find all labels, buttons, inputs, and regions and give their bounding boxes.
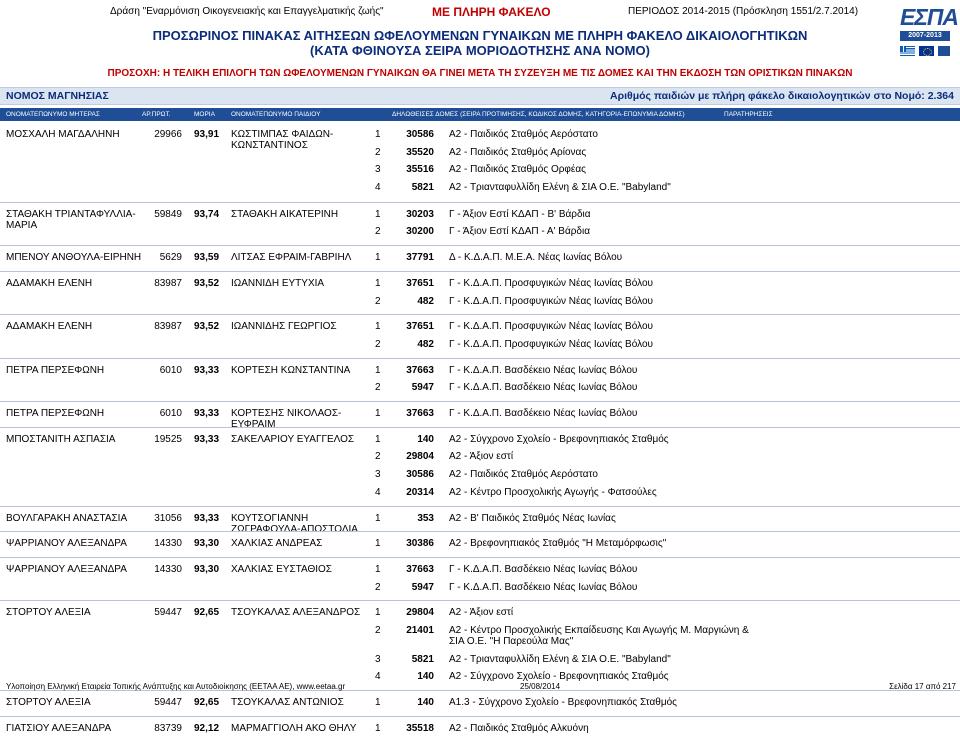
structure-code: 37791 <box>406 252 434 264</box>
structure-code: 35516 <box>406 164 434 176</box>
structure-code: 37663 <box>406 364 434 376</box>
preference-entry <box>0 408 960 425</box>
preference-entry <box>0 321 960 338</box>
preference-rank: 4 <box>375 486 381 498</box>
preference-entry <box>0 278 960 295</box>
preference-entry <box>0 697 960 714</box>
child-name: ΧΑΛΚΙΑΣ ΑΝΔΡΕΑΣ <box>231 538 323 550</box>
structure-code: 353 <box>417 512 434 524</box>
structure-code: 5821 <box>411 182 434 194</box>
preference-rank: 2 <box>375 226 381 238</box>
page-subtitle: (ΚΑΤΑ ΦΘΙΝΟΥΣΑ ΣΕΙΡΑ ΜΟΡΙΟΔΟΤΗΣΗΣ ΑΝΑ ΝΟΜΟ) <box>310 43 650 58</box>
structure-code: 30200 <box>406 226 434 238</box>
preference-rank: 1 <box>375 364 381 376</box>
table-row <box>0 245 960 271</box>
structure-name: Γ - Κ.Δ.Α.Π. Προσφυγικών Νέας Ιωνίας Βόλου <box>449 295 653 307</box>
mother-name: ΣΤΑΘΑΚΗ ΤΡΙΑΝΤΑΦΥΛΛΙΑ-ΜΑΡΙΑ <box>6 208 136 231</box>
mother-name: ΓΙΑΤΣΙΟΥ ΑΛΕΞΑΝΔΡΑ <box>6 722 112 734</box>
preference-rank: 1 <box>375 433 381 445</box>
table-row <box>0 716 960 734</box>
protocol-number: 59447 <box>154 697 182 709</box>
structure-name: Α2 - Άξιον εστί <box>449 451 514 463</box>
preference-rank: 4 <box>375 671 381 683</box>
structure-name: Γ - Άξιον Εστί ΚΔΑΠ - Α' Βάρδια <box>449 226 590 238</box>
preference-rank: 1 <box>375 538 381 550</box>
table-row <box>0 506 960 535</box>
mother-name: ΒΟΥΛΓΑΡΑΚΗ ΑΝΑΣΤΑΣΙΑ <box>6 512 128 524</box>
preference-entry <box>0 209 960 226</box>
structure-code: 5947 <box>411 382 434 394</box>
structure-name: Α2 - Παιδικός Σταθμός Αερόστατο <box>449 129 598 140</box>
structure-name: Α2 - Παιδικός Σταθμός Αρίονας <box>449 146 587 158</box>
score-value: 93,30 <box>194 564 220 575</box>
structure-name: Α2 - Τριανταφυλλίδη Ελένη & ΣΙΑ Ο.Ε. "Babyland" <box>449 182 671 194</box>
preference-rank: 3 <box>375 653 381 665</box>
preference-entry <box>0 129 960 146</box>
protocol-number: 59849 <box>154 208 182 220</box>
protocol-number: 83987 <box>154 277 182 289</box>
structure-code: 35518 <box>406 722 434 734</box>
preference-rank: 1 <box>375 607 381 619</box>
score-value: 93,91 <box>194 129 220 140</box>
preference-entry <box>0 252 960 269</box>
region-name: ΝΟΜΟΣ ΜΑΓΝΗΣΙΑΣ <box>6 90 109 102</box>
table-row <box>0 358 960 401</box>
score-value: 93,33 <box>194 433 220 445</box>
score-value: 92,12 <box>194 722 220 734</box>
table-header <box>0 108 960 121</box>
score-value: 93,33 <box>194 512 220 524</box>
preference-entry <box>0 607 960 624</box>
protocol-number: 6010 <box>159 408 182 420</box>
table-row <box>0 202 960 245</box>
preference-entry <box>0 487 960 504</box>
period-label: ΠΕΡΙΟΔΟΣ 2014-2015 (Πρόσκληση 1551/2.7.2014) <box>628 6 859 17</box>
column-child: ΟΝΟΜΑΤΕΠΩΝΥΜΟ ΠΑΙΔΙΟΥ <box>231 111 321 118</box>
structure-code: 37651 <box>406 277 434 289</box>
mother-name: ΣΤΟΡΤΟΥ ΑΛΕΞΙΑ <box>6 607 91 619</box>
table-row <box>0 531 960 557</box>
warning-notice: ΠΡΟΣΟΧΗ: Η ΤΕΛΙΚΗ ΕΠΙΛΟΓΗ ΤΩΝ ΩΦΕΛΟΥΜΕΝΩΝ ΓΥΝΑΙΚΩΝ ΘΑ ΓΙΝΕΙ ΜΕΤΑ ΤΗ ΣΥΖΕΥΞΗ ΜΕ ΤΙΣ ΔΟΜΕΣ ΚΑΙ ΤΗΝ ΕΚΔΟΣΗ ΤΩΝ ΟΡΙΣΤΙΚΩΝ ΠΙΝΑΚΩΝ <box>107 68 853 79</box>
table-row <box>0 427 960 506</box>
table-row <box>0 690 960 716</box>
structure-code: 29804 <box>406 451 434 463</box>
structure-code: 482 <box>417 295 434 307</box>
score-value: 93,74 <box>194 208 220 220</box>
structure-name: Α2 - Παιδικός Σταθμός Αλκυόνη <box>449 722 589 734</box>
top-header-line <box>0 6 960 20</box>
mother-name: ΨΑΡΡΙΑΝΟΥ ΑΛΕΞΑΝΔΡΑ <box>6 538 127 550</box>
preference-rank: 1 <box>375 512 381 524</box>
structure-code: 29804 <box>406 607 434 619</box>
child-name: ΣΤΑΘΑΚΗ ΑΙΚΑΤΕΡΙΝΗ <box>231 208 339 220</box>
child-name: ΚΩΣΤΙΜΠΑΣ ΦΑΙΔΩΝ-ΚΩΝΣΤΑΝΤΙΝΟΣ <box>231 129 334 151</box>
preference-entry <box>0 382 960 399</box>
page-footer <box>0 680 960 692</box>
preference-rank: 1 <box>375 129 381 140</box>
structure-code: 30386 <box>406 538 434 550</box>
protocol-number: 59447 <box>154 607 182 619</box>
protocol-number: 6010 <box>159 364 182 376</box>
preference-rank: 1 <box>375 408 381 420</box>
folder-label: ΜΕ ΠΛΗΡΗ ΦΑΚΕΛΟ <box>432 5 551 19</box>
structure-code: 482 <box>417 338 434 350</box>
child-name: ΣΑΚΕΛΑΡΙΟΥ ΕΥΑΓΓΕΛΟΣ <box>231 433 355 445</box>
score-value: 93,33 <box>194 408 220 420</box>
preference-entry <box>0 451 960 468</box>
structure-name: Α2 - Σύγχρονο Σχολείο - Βρεφονηπιακός Σταθμός <box>449 433 669 445</box>
structure-name: Α2 - Άξιον εστί <box>449 607 514 619</box>
preference-rank: 1 <box>375 697 381 709</box>
preference-rank: 2 <box>375 625 381 637</box>
column-structures: ΔΗΛΩΘΕΙΣΕΣ ΔΟΜΕΣ (ΣΕΙΡΑ ΠΡΟΤΙΜΗΣΗΣ, ΚΩΔΙΚΟΣ ΔΟΜΗΣ, ΚΑΤΗΓΟΡΙΑ-ΕΠΩΝΥΜΙΑ ΔΟΜΗΣ) <box>392 111 685 118</box>
structure-name: Α2 - Βρεφονηπιακός Σταθμός "Η Μεταμόρφωσις" <box>449 538 667 550</box>
structure-name: Α2 - Παιδικός Σταθμός Ορφέας <box>449 164 586 176</box>
preference-entry <box>0 164 960 181</box>
preference-entry <box>0 513 960 530</box>
preference-entry <box>0 654 960 671</box>
preference-entry <box>0 625 960 648</box>
structure-name: Γ - Κ.Δ.Α.Π. Βασδέκειο Νέας Ιωνίας Βόλου <box>449 408 638 420</box>
mother-name: ΠΕΤΡΑ ΠΕΡΣΕΦΩΝΗ <box>6 364 105 376</box>
score-value: 93,33 <box>194 364 220 376</box>
structure-code: 140 <box>417 671 434 683</box>
espa-logo-text: ΕΣΠΑ <box>900 4 959 30</box>
espa-logo-years: 2007-2013 <box>900 31 950 41</box>
structure-name: Γ - Κ.Δ.Α.Π. Προσφυγικών Νέας Ιωνίας Βόλου <box>449 277 653 289</box>
child-name: ΤΣΟΥΚΑΛΑΣ ΑΝΤΩΝΙΟΣ <box>231 697 344 709</box>
mother-name: ΠΕΤΡΑ ΠΕΡΣΕΦΩΝΗ <box>6 408 105 420</box>
structure-name: Γ - Κ.Δ.Α.Π. Βασδέκειο Νέας Ιωνίας Βόλου <box>449 382 638 394</box>
table-row <box>0 557 960 600</box>
preference-rank: 1 <box>375 208 381 220</box>
structure-code: 5947 <box>411 581 434 593</box>
score-value: 93,52 <box>194 277 220 289</box>
structure-name: Δ - Κ.Δ.Α.Π. Μ.Ε.Α. Νέας Ιωνίας Βόλου <box>449 252 623 264</box>
child-name: ΙΩΑΝΝΙΔΗΣ ΓΕΩΡΓΙΟΣ <box>231 321 337 333</box>
preference-entry <box>0 339 960 356</box>
structure-code: 30586 <box>406 129 434 140</box>
protocol-number: 31056 <box>154 512 182 524</box>
structure-name: Α2 - Σύγχρονο Σχολείο - Βρεφονηπιακός Σταθμός <box>449 671 669 683</box>
child-name: ΚΟΥΤΣΟΓΙΑΝΝΗ ΖΩΓΡΑΦΟΥΛΑ-ΑΠΟΣΤΟΛΙΑ <box>231 512 358 535</box>
table-row <box>0 314 960 357</box>
column-protocol: ΑΡ.ΠΡΩΤ. <box>142 111 171 118</box>
structure-name: Α2 - Β' Παιδικός Σταθμός Νέας Ιωνίας <box>449 512 616 524</box>
structure-code: 5821 <box>411 653 434 665</box>
structure-name: Γ - Κ.Δ.Α.Π. Βασδέκειο Νέας Ιωνίας Βόλου <box>449 564 638 575</box>
child-name: ΙΩΑΝΝΙΔΗ ΕΥΤΥΧΙΑ <box>231 277 325 289</box>
structure-name: Γ - Κ.Δ.Α.Π. Προσφυγικών Νέας Ιωνίας Βόλου <box>449 338 653 350</box>
column-score: ΜΟΡΙΑ <box>194 111 215 118</box>
preference-rank: 2 <box>375 338 381 350</box>
structure-code: 35520 <box>406 146 434 158</box>
protocol-number: 5629 <box>159 252 182 264</box>
region-children-count: Αριθμός παιδιών με πλήρη φάκελο δικαιολογητικών στο Νομό: 2.364 <box>610 90 954 102</box>
preference-rank: 3 <box>375 469 381 481</box>
preference-entry <box>0 365 960 382</box>
structure-code: 37663 <box>406 408 434 420</box>
structure-code: 20314 <box>406 486 434 498</box>
preference-entry <box>0 182 960 199</box>
preference-entry <box>0 147 960 164</box>
preference-rank: 2 <box>375 451 381 463</box>
structure-code: 140 <box>417 697 434 709</box>
structure-code: 30586 <box>406 469 434 481</box>
preference-rank: 2 <box>375 382 381 394</box>
preference-entry <box>0 538 960 555</box>
preference-rank: 2 <box>375 295 381 307</box>
preference-rank: 4 <box>375 182 381 194</box>
protocol-number: 83987 <box>154 321 182 333</box>
preference-entry <box>0 469 960 486</box>
child-name: ΜΑΡΜΑΓΓΙΟΛΗ ΑΚΟ ΘΗΛΥ <box>231 722 357 734</box>
protocol-number: 29966 <box>154 129 182 140</box>
structure-code: 37651 <box>406 321 434 333</box>
structure-code: 30203 <box>406 208 434 220</box>
mother-name: ΜΠΟΣΤΑΝΙΤΗ ΑΣΠΑΣΙΑ <box>6 433 116 445</box>
mother-name: ΑΔΑΜΑΚΗ ΕΛΕΝΗ <box>6 321 93 333</box>
table-row <box>0 123 960 202</box>
structure-name: Α2 - Παιδικός Σταθμός Αερόστατο <box>449 469 598 481</box>
preference-entry <box>0 723 960 740</box>
region-bar <box>0 87 960 105</box>
preference-entry <box>0 564 960 581</box>
structure-code: 21401 <box>406 625 434 637</box>
structure-name: Α2 - Κέντρο Προσχολικής Εκπαίδευσης Και Αγωγής Μ. Μαργιώνη & ΣΙΑ Ο.Ε. "Η Παρεούλα Μας" <box>449 625 749 648</box>
table-row <box>0 600 960 690</box>
mother-name: ΜΠΕΝΟΥ ΑΝΘΟΥΛΑ-ΕΙΡΗΝΗ <box>6 252 142 264</box>
child-name: ΤΣΟΥΚΑΛΑΣ ΑΛΕΞΑΝΔΡΟΣ <box>231 607 361 619</box>
preference-entry <box>0 226 960 243</box>
table-row <box>0 271 960 314</box>
score-value: 93,52 <box>194 321 220 333</box>
structure-name: Α2 - Τριανταφυλλίδη Ελένη & ΣΙΑ Ο.Ε. "Babyland" <box>449 653 671 665</box>
preference-rank: 1 <box>375 722 381 734</box>
mother-name: ΜΟΣΧΑΛΗ ΜΑΓΔΑΛΗΝΗ <box>6 129 120 140</box>
structure-name: Α1.3 - Σύγχρονο Σχολείο - Βρεφονηπιακός Σταθμός <box>449 697 677 709</box>
score-value: 92,65 <box>194 697 220 709</box>
score-value: 92,65 <box>194 607 220 619</box>
structure-name: Γ - Κ.Δ.Α.Π. Προσφυγικών Νέας Ιωνίας Βόλου <box>449 321 653 333</box>
preference-rank: 2 <box>375 146 381 158</box>
preference-entry <box>0 296 960 313</box>
footer-organization: Υλοποίηση Ελληνική Εταιρεία Τοπικής Ανάπτυξης και Αυτοδιοίκησης (ΕΕΤΑΑ ΑΕ), www.eetaa.gr <box>6 682 346 691</box>
score-value: 93,30 <box>194 538 220 550</box>
score-value: 93,59 <box>194 252 220 264</box>
protocol-number: 14330 <box>154 538 182 550</box>
preference-rank: 2 <box>375 581 381 593</box>
structure-code: 37663 <box>406 564 434 575</box>
mother-name: ΨΑΡΡΙΑΝΟΥ ΑΛΕΞΑΝΔΡΑ <box>6 564 127 575</box>
preference-rank: 1 <box>375 277 381 289</box>
structure-name: Γ - Κ.Δ.Α.Π. Βασδέκειο Νέας Ιωνίας Βόλου <box>449 364 638 376</box>
child-name: ΚΟΡΤΕΣΗΣ ΝΙΚΟΛΑΟΣ-ΕΥΦΡΑΙΜ <box>231 408 342 431</box>
structure-code: 140 <box>417 433 434 445</box>
footer-date: 25/08/2014 <box>520 682 561 691</box>
preference-entry <box>0 434 960 451</box>
preference-rank: 1 <box>375 252 381 264</box>
mother-name: ΑΔΑΜΑΚΗ ΕΛΕΝΗ <box>6 277 93 289</box>
protocol-number: 83739 <box>154 722 182 734</box>
column-mother: ΟΝΟΜΑΤΕΠΩΝΥΜΟ ΜΗΤΕΡΑΣ <box>6 111 100 118</box>
footer-page-number: Σελίδα 17 από 217 <box>889 682 956 691</box>
protocol-number: 19525 <box>154 433 182 445</box>
preference-rank: 1 <box>375 564 381 575</box>
child-name: ΧΑΛΚΙΑΣ ΕΥΣΤΑΘΙΟΣ <box>231 564 332 575</box>
column-remarks: ΠΑΡΑΤΗΡΗΣΕΙΣ <box>724 111 773 118</box>
preference-rank: 3 <box>375 164 381 176</box>
mother-name: ΣΤΟΡΤΟΥ ΑΛΕΞΙΑ <box>6 697 91 709</box>
table-row <box>0 401 960 431</box>
structure-name: Γ - Κ.Δ.Α.Π. Βασδέκειο Νέας Ιωνίας Βόλου <box>449 581 638 593</box>
structure-name: Α2 - Κέντρο Προσχολικής Αγωγής - Φατσούλες <box>449 486 657 498</box>
page-title: ΠΡΟΣΩΡΙΝΟΣ ΠΙΝΑΚΑΣ ΑΙΤΗΣΕΩΝ ΩΦΕΛΟΥΜΕΝΩΝ ΓΥΝΑΙΚΩΝ ΜΕ ΠΛΗΡΗ ΦΑΚΕΛΟ ΔΙΚΑΙΟΛΟΓΗΤΙΚΩΝ <box>152 28 808 43</box>
child-name: ΚΟΡΤΕΣΗ ΚΩΝΣΤΑΝΤΙΝΑ <box>231 364 351 376</box>
action-title: Δράση "Εναρμόνιση Οικογενειακής και Επαγγελματικής ζωής" <box>110 6 384 17</box>
preference-entry <box>0 582 960 599</box>
preference-rank: 1 <box>375 321 381 333</box>
child-name: ΛΙΤΣΑΣ ΕΦΡΑΙΜ-ΓΑΒΡΙΗΛ <box>231 252 352 264</box>
protocol-number: 14330 <box>154 564 182 575</box>
structure-name: Γ - Άξιον Εστί ΚΔΑΠ - Β' Βάρδια <box>449 208 591 220</box>
